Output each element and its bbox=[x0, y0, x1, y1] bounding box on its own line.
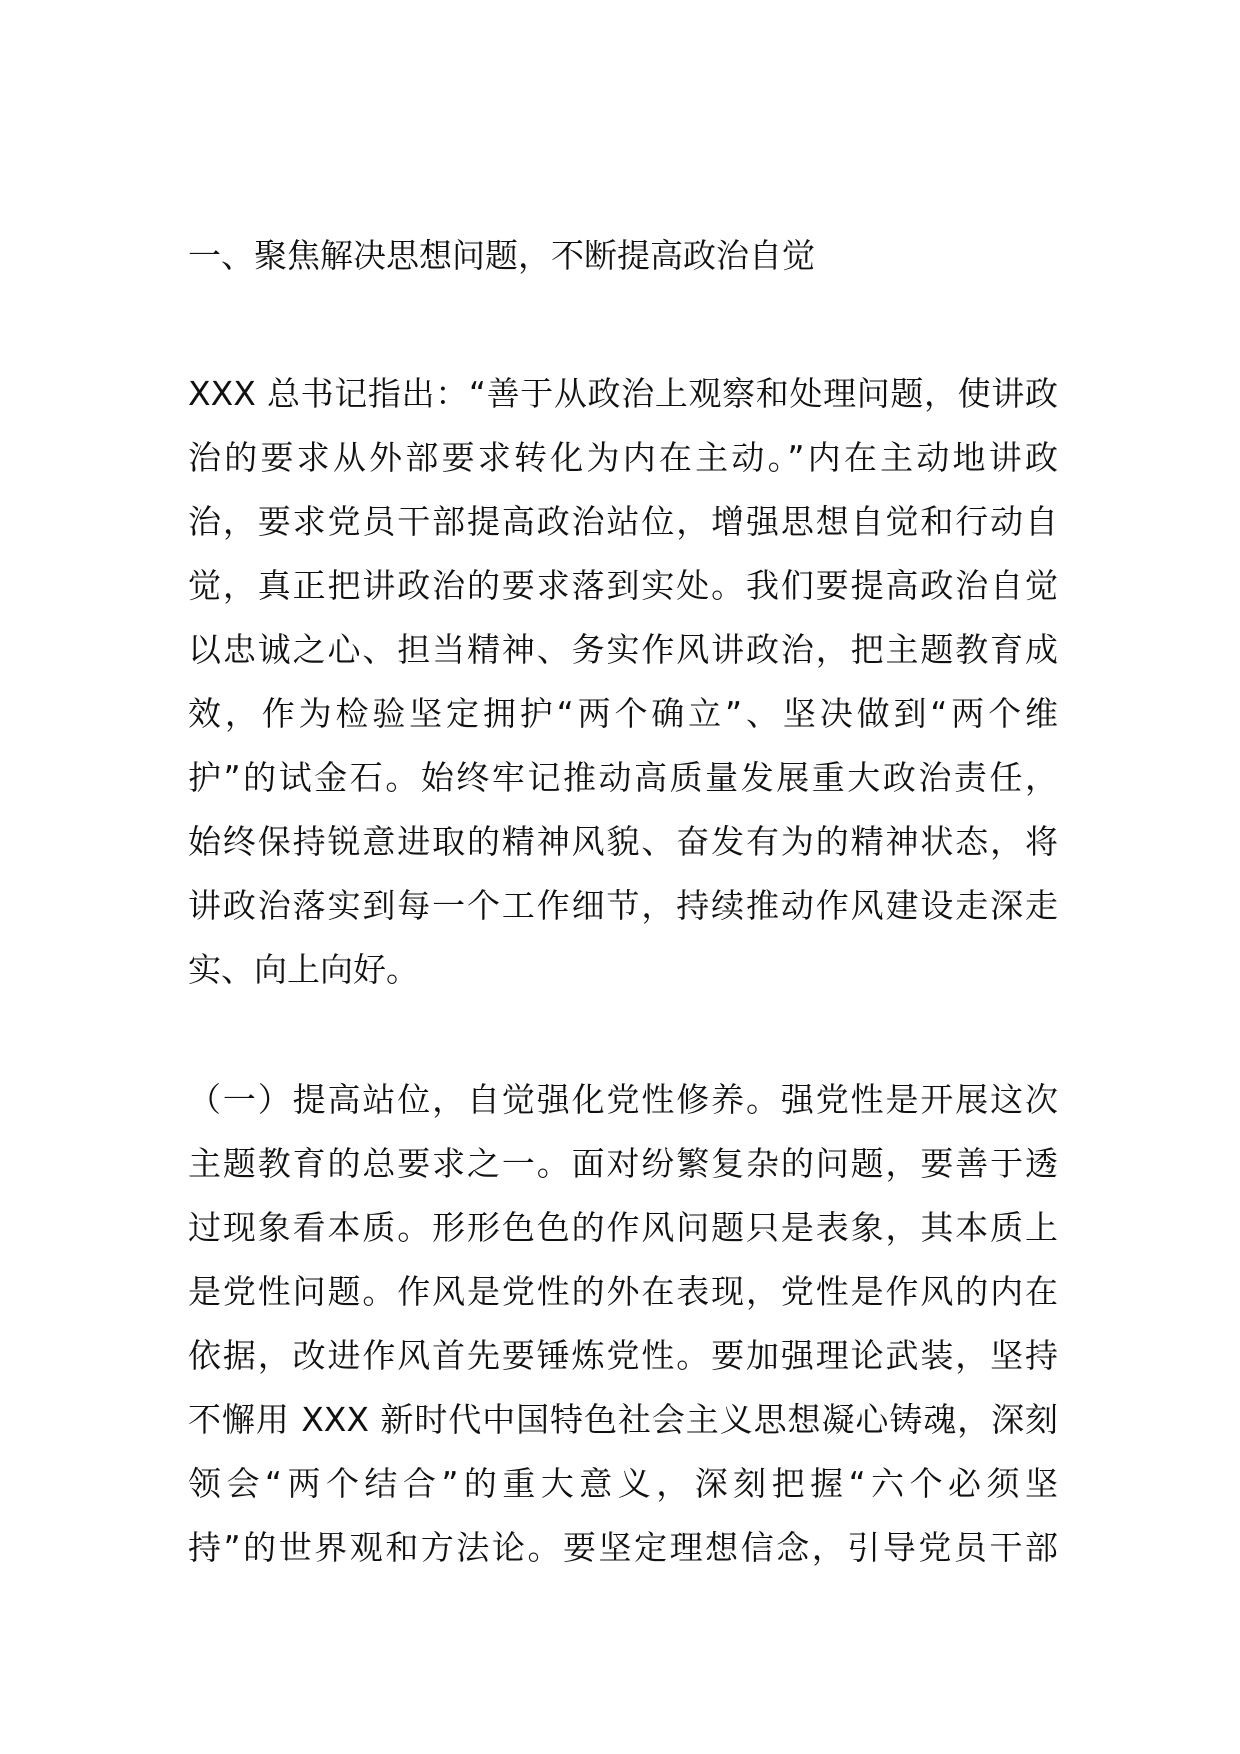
paragraph-line: 效，作为检验坚定拥护“两个确立”、坚决做到“两个维 bbox=[188, 694, 1058, 733]
paragraph-line: XXX 总书记指出：“善于从政治上观察和处理问题，使讲政 bbox=[188, 374, 1058, 413]
paragraph-line: 治的要求从外部要求转化为内在主动。”内在主动地讲政 bbox=[188, 438, 1058, 477]
paragraph-line: 过现象看本质。形形色色的作风问题只是表象，其本质上 bbox=[188, 1208, 1058, 1247]
paragraph-line: 以忠诚之心、担当精神、务实作风讲政治，把主题教育成 bbox=[188, 630, 1058, 669]
document-body bbox=[188, 232, 1058, 1580]
paragraph-line: 实、向上向好。 bbox=[188, 950, 419, 989]
paragraph-line: 护”的试金石。始终牢记推动高质量发展重大政治责任， bbox=[188, 758, 1058, 797]
paragraph-line: 始终保持锐意进取的精神风貌、奋发有为的精神状态，将 bbox=[188, 822, 1058, 861]
paragraph-line: 依据，改进作风首先要锤炼党性。要加强理论武装，坚持 bbox=[188, 1336, 1058, 1375]
paragraph-intro bbox=[188, 362, 1058, 1002]
paragraph-line: （一）提高站位，自觉强化党性修养。强党性是开展这次 bbox=[188, 1080, 1058, 1119]
paragraph-line: 治，要求党员干部提高政治站位，增强思想自觉和行动自 bbox=[188, 502, 1058, 541]
paragraph-subsection-1 bbox=[188, 1068, 1058, 1580]
section-heading: 一、聚焦解决思想问题，不断提高政治自觉 bbox=[188, 236, 815, 275]
paragraph-line: 持”的世界观和方法论。要坚定理想信念，引导党员干部 bbox=[188, 1528, 1058, 1567]
paragraph-line: 是党性问题。作风是党性的外在表现，党性是作风的内在 bbox=[188, 1272, 1058, 1311]
paragraph-line: 领会“两个结合”的重大意义，深刻把握“六个必须坚 bbox=[188, 1464, 1058, 1503]
paragraph-line: 不懈用 XXX 新时代中国特色社会主义思想凝心铸魂，深刻 bbox=[188, 1400, 1058, 1439]
paragraph-line: 觉，真正把讲政治的要求落到实处。我们要提高政治自觉 bbox=[188, 566, 1058, 605]
paragraph-line: 主题教育的总要求之一。面对纷繁复杂的问题，要善于透 bbox=[188, 1144, 1058, 1183]
paragraph-line: 讲政治落实到每一个工作细节，持续推动作风建设走深走 bbox=[188, 886, 1058, 925]
